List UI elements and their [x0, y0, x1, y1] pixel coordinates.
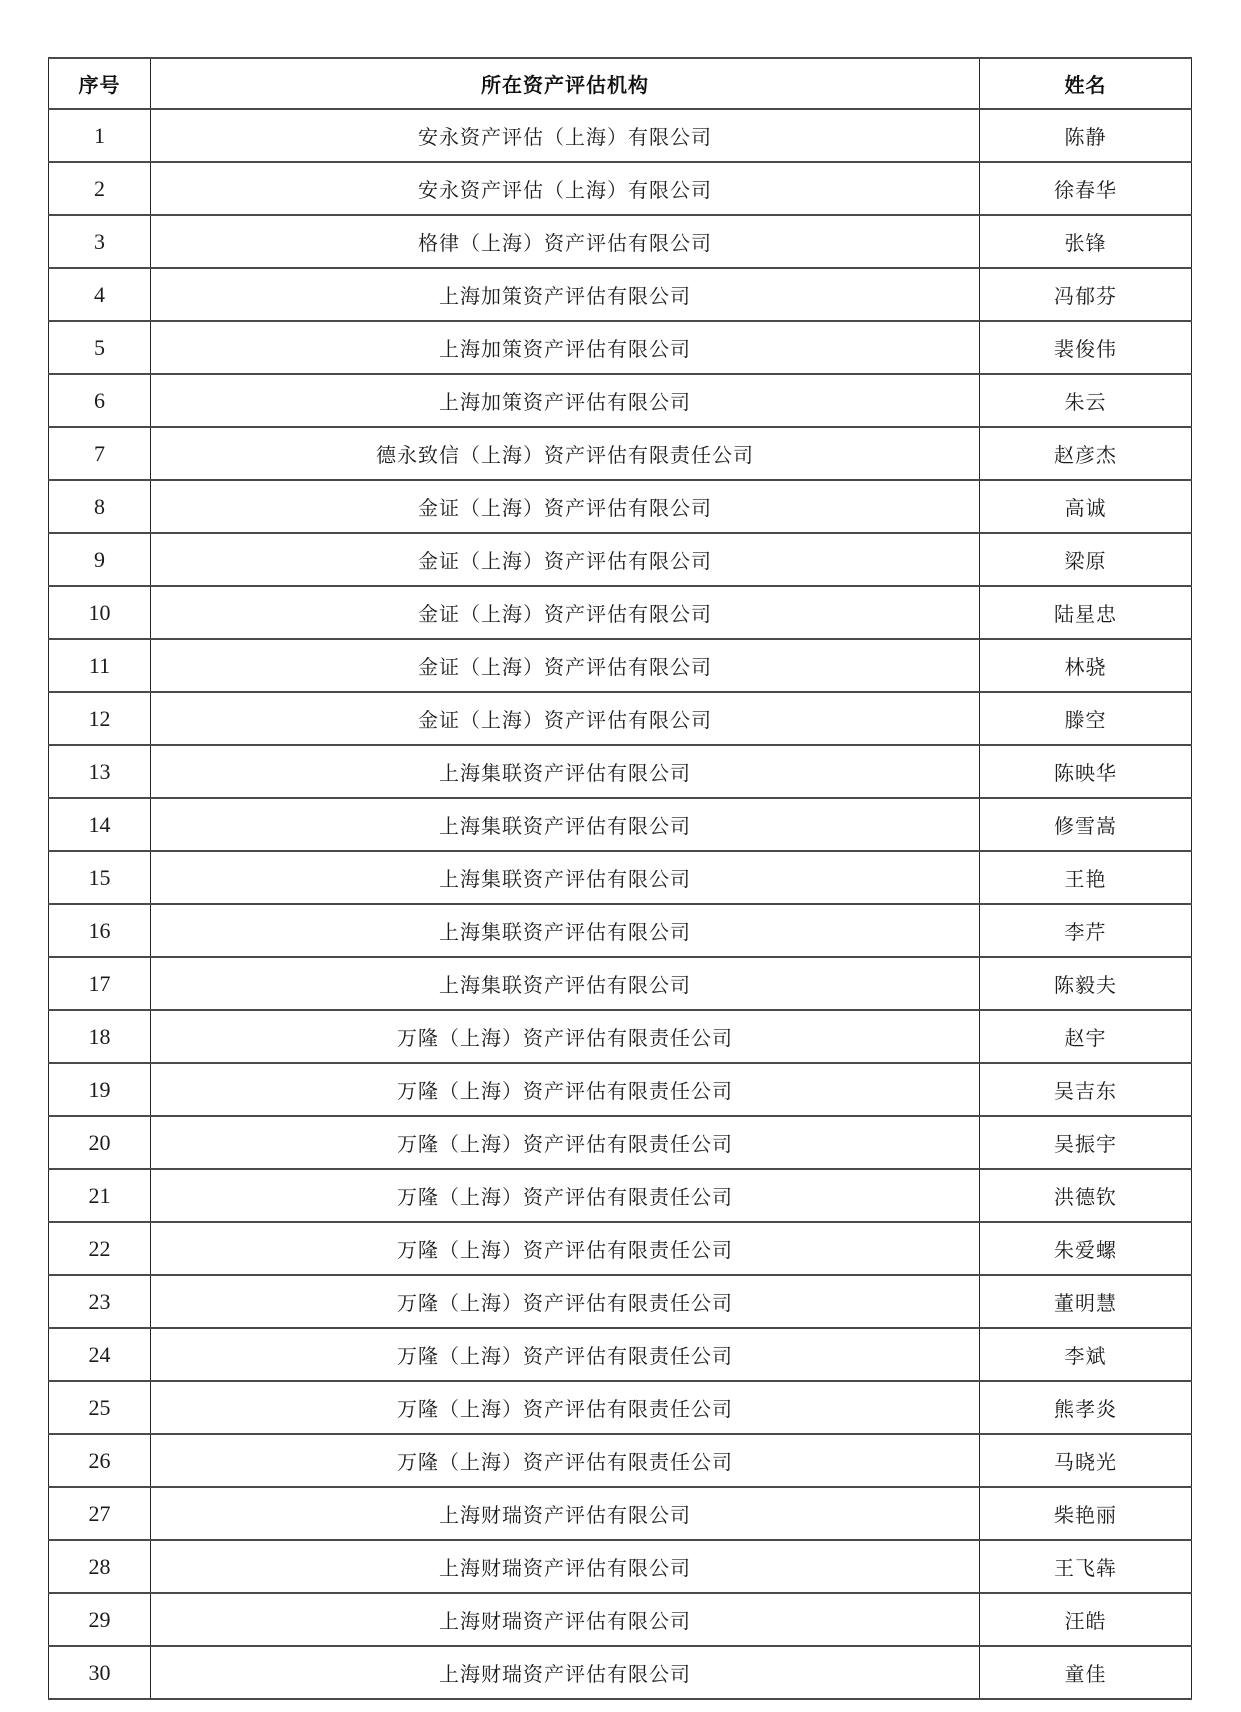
name-cell: 陈映华	[980, 745, 1192, 798]
name-cell: 陈毅夫	[980, 957, 1192, 1010]
name-cell: 林骁	[980, 639, 1192, 692]
name-cell: 滕空	[980, 692, 1192, 745]
row-number-cell: 19	[49, 1063, 151, 1116]
table-row	[49, 1169, 1192, 1222]
table-body	[49, 109, 1192, 1699]
table-row	[49, 1328, 1192, 1381]
org-cell: 万隆（上海）资产评估有限责任公司	[151, 1328, 980, 1381]
row-number-cell: 6	[49, 374, 151, 427]
row-number-cell: 18	[49, 1010, 151, 1063]
name-cell: 汪皓	[980, 1593, 1192, 1646]
org-cell: 上海财瑞资产评估有限公司	[151, 1487, 980, 1540]
name-cell: 柴艳丽	[980, 1487, 1192, 1540]
name-cell: 冯郁芬	[980, 268, 1192, 321]
name-cell: 李斌	[980, 1328, 1192, 1381]
name-cell: 赵彦杰	[980, 427, 1192, 480]
row-number-cell: 28	[49, 1540, 151, 1593]
row-number-cell: 17	[49, 957, 151, 1010]
table-row	[49, 1593, 1192, 1646]
name-cell: 张锋	[980, 215, 1192, 268]
table-row	[49, 480, 1192, 533]
table-row	[49, 957, 1192, 1010]
table-header	[49, 58, 1192, 109]
table-row	[49, 586, 1192, 639]
name-cell: 修雪嵩	[980, 798, 1192, 851]
row-number-cell: 3	[49, 215, 151, 268]
org-cell: 万隆（上海）资产评估有限责任公司	[151, 1169, 980, 1222]
row-number-cell: 8	[49, 480, 151, 533]
row-number-cell: 5	[49, 321, 151, 374]
org-cell: 格律（上海）资产评估有限公司	[151, 215, 980, 268]
name-cell: 熊孝炎	[980, 1381, 1192, 1434]
table-row	[49, 268, 1192, 321]
org-cell: 金证（上海）资产评估有限公司	[151, 692, 980, 745]
table-row	[49, 639, 1192, 692]
table-row	[49, 1063, 1192, 1116]
name-cell: 吴振宇	[980, 1116, 1192, 1169]
org-cell: 万隆（上海）资产评估有限责任公司	[151, 1063, 980, 1116]
table-row	[49, 1381, 1192, 1434]
table-row	[49, 215, 1192, 268]
org-cell: 上海财瑞资产评估有限公司	[151, 1646, 980, 1699]
name-cell: 陈静	[980, 109, 1192, 162]
appraiser-roster-table	[48, 57, 1192, 1700]
row-number-cell: 25	[49, 1381, 151, 1434]
org-cell: 上海加策资产评估有限公司	[151, 374, 980, 427]
org-cell: 万隆（上海）资产评估有限责任公司	[151, 1381, 980, 1434]
table-row	[49, 1116, 1192, 1169]
row-number-cell: 12	[49, 692, 151, 745]
name-cell: 王艳	[980, 851, 1192, 904]
org-cell: 上海加策资产评估有限公司	[151, 321, 980, 374]
org-cell: 上海财瑞资产评估有限公司	[151, 1593, 980, 1646]
org-cell: 上海集联资产评估有限公司	[151, 904, 980, 957]
org-cell: 金证（上海）资产评估有限公司	[151, 480, 980, 533]
org-cell: 上海集联资产评估有限公司	[151, 851, 980, 904]
row-number-cell: 1	[49, 109, 151, 162]
org-cell: 金证（上海）资产评估有限公司	[151, 639, 980, 692]
name-cell: 徐春华	[980, 162, 1192, 215]
table-row	[49, 851, 1192, 904]
name-cell: 童佳	[980, 1646, 1192, 1699]
table-row	[49, 321, 1192, 374]
org-cell: 上海财瑞资产评估有限公司	[151, 1540, 980, 1593]
table-row	[49, 1434, 1192, 1487]
name-cell: 洪德钦	[980, 1169, 1192, 1222]
row-number-cell: 29	[49, 1593, 151, 1646]
table-row	[49, 533, 1192, 586]
name-cell: 朱云	[980, 374, 1192, 427]
name-cell: 陆星忠	[980, 586, 1192, 639]
row-number-cell: 7	[49, 427, 151, 480]
row-number-cell: 27	[49, 1487, 151, 1540]
row-number-cell: 20	[49, 1116, 151, 1169]
org-cell: 万隆（上海）资产评估有限责任公司	[151, 1434, 980, 1487]
table-row	[49, 1646, 1192, 1699]
table-row	[49, 798, 1192, 851]
row-number-cell: 22	[49, 1222, 151, 1275]
org-cell: 德永致信（上海）资产评估有限责任公司	[151, 427, 980, 480]
table-row	[49, 1540, 1192, 1593]
row-number-cell: 23	[49, 1275, 151, 1328]
name-cell: 李芹	[980, 904, 1192, 957]
row-number-cell: 16	[49, 904, 151, 957]
org-cell: 上海集联资产评估有限公司	[151, 957, 980, 1010]
table-row	[49, 427, 1192, 480]
name-cell: 赵宇	[980, 1010, 1192, 1063]
name-cell: 高诚	[980, 480, 1192, 533]
row-number-cell: 15	[49, 851, 151, 904]
org-cell: 万隆（上海）资产评估有限责任公司	[151, 1275, 980, 1328]
header-cell-name: 姓名	[980, 58, 1192, 109]
table-row	[49, 109, 1192, 162]
name-cell: 马晓光	[980, 1434, 1192, 1487]
org-cell: 安永资产评估（上海）有限公司	[151, 162, 980, 215]
row-number-cell: 21	[49, 1169, 151, 1222]
row-number-cell: 4	[49, 268, 151, 321]
header-cell-no: 序号	[49, 58, 151, 109]
row-number-cell: 14	[49, 798, 151, 851]
table-row	[49, 374, 1192, 427]
row-number-cell: 2	[49, 162, 151, 215]
row-number-cell: 9	[49, 533, 151, 586]
row-number-cell: 13	[49, 745, 151, 798]
org-cell: 上海加策资产评估有限公司	[151, 268, 980, 321]
org-cell: 万隆（上海）资产评估有限责任公司	[151, 1222, 980, 1275]
org-cell: 安永资产评估（上海）有限公司	[151, 109, 980, 162]
table-row	[49, 692, 1192, 745]
name-cell: 裴俊伟	[980, 321, 1192, 374]
table-row	[49, 162, 1192, 215]
row-number-cell: 30	[49, 1646, 151, 1699]
table-row	[49, 1275, 1192, 1328]
name-cell: 董明慧	[980, 1275, 1192, 1328]
org-cell: 万隆（上海）资产评估有限责任公司	[151, 1116, 980, 1169]
name-cell: 吴吉东	[980, 1063, 1192, 1116]
org-cell: 上海集联资产评估有限公司	[151, 798, 980, 851]
row-number-cell: 24	[49, 1328, 151, 1381]
table-row	[49, 1222, 1192, 1275]
org-cell: 金证（上海）资产评估有限公司	[151, 586, 980, 639]
table-row	[49, 1487, 1192, 1540]
name-cell: 王飞犇	[980, 1540, 1192, 1593]
name-cell: 梁原	[980, 533, 1192, 586]
row-number-cell: 10	[49, 586, 151, 639]
table-row	[49, 1010, 1192, 1063]
header-cell-org: 所在资产评估机构	[151, 58, 980, 109]
row-number-cell: 26	[49, 1434, 151, 1487]
org-cell: 上海集联资产评估有限公司	[151, 745, 980, 798]
row-number-cell: 11	[49, 639, 151, 692]
org-cell: 万隆（上海）资产评估有限责任公司	[151, 1010, 980, 1063]
org-cell: 金证（上海）资产评估有限公司	[151, 533, 980, 586]
header-row	[49, 58, 1192, 109]
table-row	[49, 745, 1192, 798]
name-cell: 朱爱螺	[980, 1222, 1192, 1275]
table-row	[49, 904, 1192, 957]
